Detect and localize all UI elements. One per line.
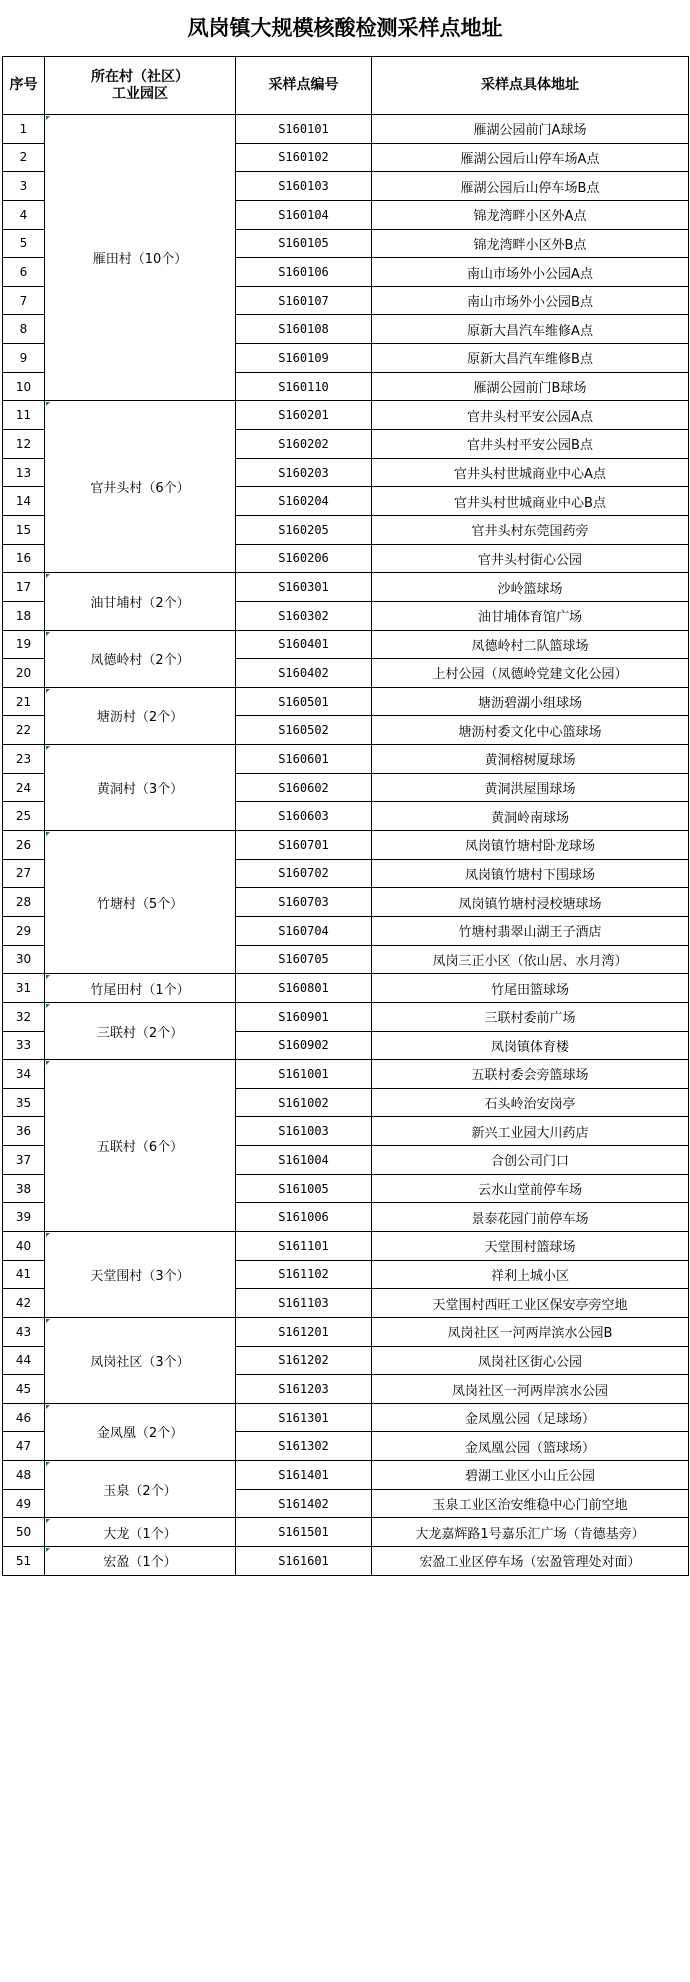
cell-village: 油甘埔村（2个） — [45, 573, 236, 630]
cell-address: 凤岗社区街心公园 — [372, 1346, 689, 1375]
cell-address: 凤岗镇竹塘村下围球场 — [372, 859, 689, 888]
cell-code: S160108 — [236, 315, 372, 344]
cell-address: 油甘埔体育馆广场 — [372, 601, 689, 630]
cell-seq: 22 — [3, 716, 45, 745]
cell-address: 天堂围村西旺工业区保安亭旁空地 — [372, 1289, 689, 1318]
cell-code: S161402 — [236, 1489, 372, 1518]
cell-address: 竹塘村翡翠山湖王子酒店 — [372, 916, 689, 945]
cell-address: 雁湖公园后山停车场A点 — [372, 143, 689, 172]
cell-village: 大龙（1个） — [45, 1518, 236, 1547]
cell-village: 竹尾田村（1个） — [45, 974, 236, 1003]
table-row — [3, 1002, 689, 1031]
cell-seq: 2 — [3, 143, 45, 172]
cell-code: S161203 — [236, 1375, 372, 1404]
cell-address: 玉泉工业区治安维稳中心门前空地 — [372, 1489, 689, 1518]
header-village — [45, 57, 236, 115]
cell-seq: 5 — [3, 229, 45, 258]
cell-code: S161302 — [236, 1432, 372, 1461]
cell-code: S161202 — [236, 1346, 372, 1375]
cell-address: 天堂围村篮球场 — [372, 1231, 689, 1260]
cell-seq: 27 — [3, 859, 45, 888]
cell-code: S161401 — [236, 1461, 372, 1490]
cell-code: S160703 — [236, 888, 372, 917]
cell-seq: 35 — [3, 1088, 45, 1117]
cell-village: 凤岗社区（3个） — [45, 1317, 236, 1403]
cell-address: 原新大昌汽车维修B点 — [372, 344, 689, 373]
cell-address: 官井头村东莞国药旁 — [372, 515, 689, 544]
page-title: 凤岗镇大规模核酸检测采样点地址 — [187, 15, 503, 40]
cell-seq: 41 — [3, 1260, 45, 1289]
header-address: 采样点具体地址 — [372, 57, 689, 115]
table-row — [3, 1060, 689, 1089]
cell-seq: 36 — [3, 1117, 45, 1146]
cell-address: 黄洞洪屋围球场 — [372, 773, 689, 802]
cell-code: S160302 — [236, 601, 372, 630]
cell-address: 云水山堂前停车场 — [372, 1174, 689, 1203]
cell-code: S160502 — [236, 716, 372, 745]
cell-seq: 39 — [3, 1203, 45, 1232]
table-row — [3, 831, 689, 860]
cell-seq: 48 — [3, 1461, 45, 1490]
cell-seq: 8 — [3, 315, 45, 344]
cell-village: 凤德岭村（2个） — [45, 630, 236, 687]
table-row — [3, 1403, 689, 1432]
cell-code: S160201 — [236, 401, 372, 430]
cell-seq: 37 — [3, 1146, 45, 1175]
cell-address: 合创公司门口 — [372, 1146, 689, 1175]
cell-address: 南山市场外小公园A点 — [372, 258, 689, 287]
cell-code: S160107 — [236, 286, 372, 315]
cell-address: 塘沥村委文化中心篮球场 — [372, 716, 689, 745]
cell-address: 石头岭治安岗亭 — [372, 1088, 689, 1117]
cell-code: S161103 — [236, 1289, 372, 1318]
cell-code: S160701 — [236, 831, 372, 860]
cell-code: S160204 — [236, 487, 372, 516]
cell-address: 碧湖工业区小山丘公园 — [372, 1461, 689, 1490]
cell-code: S160704 — [236, 916, 372, 945]
cell-code: S161005 — [236, 1174, 372, 1203]
cell-seq: 3 — [3, 172, 45, 201]
table-row — [3, 630, 689, 659]
cell-seq: 29 — [3, 916, 45, 945]
cell-address: 黄洞岭南球场 — [372, 802, 689, 831]
cell-village: 宏盈（1个） — [45, 1547, 236, 1576]
table-row — [3, 974, 689, 1003]
header-seq: 序号 — [3, 57, 45, 115]
cell-seq: 49 — [3, 1489, 45, 1518]
cell-village: 三联村（2个） — [45, 1002, 236, 1059]
cell-address: 上村公园（凤德岭党建文化公园） — [372, 659, 689, 688]
cell-code: S160202 — [236, 430, 372, 459]
cell-seq: 47 — [3, 1432, 45, 1461]
cell-code: S161102 — [236, 1260, 372, 1289]
cell-seq: 34 — [3, 1060, 45, 1089]
table-header-row — [3, 57, 689, 115]
cell-address: 原新大昌汽车维修A点 — [372, 315, 689, 344]
cell-village: 雁田村（10个） — [45, 115, 236, 401]
cell-code: S160205 — [236, 515, 372, 544]
cell-address: 祥利上城小区 — [372, 1260, 689, 1289]
cell-code: S160601 — [236, 745, 372, 774]
cell-seq: 42 — [3, 1289, 45, 1318]
cell-seq: 13 — [3, 458, 45, 487]
cell-seq: 51 — [3, 1547, 45, 1576]
cell-seq: 44 — [3, 1346, 45, 1375]
table-row — [3, 1317, 689, 1346]
cell-code: S161601 — [236, 1547, 372, 1576]
cell-address: 锦龙湾畔小区外B点 — [372, 229, 689, 258]
cell-seq: 19 — [3, 630, 45, 659]
table-body — [3, 115, 689, 1576]
cell-seq: 23 — [3, 745, 45, 774]
header-code: 采样点编号 — [236, 57, 372, 115]
table-row — [3, 1231, 689, 1260]
cell-address: 锦龙湾畔小区外A点 — [372, 200, 689, 229]
cell-address: 新兴工业园大川药店 — [372, 1117, 689, 1146]
cell-code: S160603 — [236, 802, 372, 831]
cell-code: S160203 — [236, 458, 372, 487]
cell-code: S160110 — [236, 372, 372, 401]
cell-code: S160402 — [236, 659, 372, 688]
cell-code: S161201 — [236, 1317, 372, 1346]
cell-seq: 11 — [3, 401, 45, 430]
cell-seq: 45 — [3, 1375, 45, 1404]
cell-seq: 7 — [3, 286, 45, 315]
cell-code: S161301 — [236, 1403, 372, 1432]
cell-address: 黄洞榕树厦球场 — [372, 745, 689, 774]
cell-address: 官井头村世城商业中心A点 — [372, 458, 689, 487]
cell-code: S161006 — [236, 1203, 372, 1232]
cell-seq: 40 — [3, 1231, 45, 1260]
cell-address: 宏盈工业区停车场（宏盈管理处对面） — [372, 1547, 689, 1576]
cell-seq: 25 — [3, 802, 45, 831]
cell-code: S160106 — [236, 258, 372, 287]
cell-seq: 43 — [3, 1317, 45, 1346]
table-row — [3, 1461, 689, 1490]
cell-code: S160901 — [236, 1002, 372, 1031]
cell-address: 凤岗镇体育楼 — [372, 1031, 689, 1060]
cell-address: 金凤凰公园（篮球场） — [372, 1432, 689, 1461]
cell-seq: 18 — [3, 601, 45, 630]
cell-address: 凤岗社区一河两岸滨水公园 — [372, 1375, 689, 1404]
cell-address: 五联村委会旁篮球场 — [372, 1060, 689, 1089]
cell-seq: 6 — [3, 258, 45, 287]
cell-address: 雁湖公园前门B球场 — [372, 372, 689, 401]
cell-code: S161101 — [236, 1231, 372, 1260]
header-village-line1: 所在村（社区） — [91, 68, 189, 85]
cell-code: S161002 — [236, 1088, 372, 1117]
cell-address: 景泰花园门前停车场 — [372, 1203, 689, 1232]
cell-seq: 31 — [3, 974, 45, 1003]
cell-seq: 17 — [3, 573, 45, 602]
cell-seq: 1 — [3, 115, 45, 144]
cell-code: S160101 — [236, 115, 372, 144]
cell-seq: 21 — [3, 687, 45, 716]
cell-village: 玉泉（2个） — [45, 1461, 236, 1518]
header-village-line2: 工业园区 — [112, 85, 168, 102]
cell-address: 南山市场外小公园B点 — [372, 286, 689, 315]
cell-address: 凤岗镇竹塘村浸校塘球场 — [372, 888, 689, 917]
cell-seq: 38 — [3, 1174, 45, 1203]
cell-village: 五联村（6个） — [45, 1060, 236, 1232]
cell-address: 凤德岭村二队篮球场 — [372, 630, 689, 659]
cell-address: 官井头村平安公园A点 — [372, 401, 689, 430]
cell-code: S160301 — [236, 573, 372, 602]
cell-code: S160702 — [236, 859, 372, 888]
table-row — [3, 115, 689, 144]
table-row — [3, 1547, 689, 1576]
cell-village: 官井头村（6个） — [45, 401, 236, 573]
cell-address: 凤岗镇竹塘村卧龙球场 — [372, 831, 689, 860]
cell-address: 雁湖公园前门A球场 — [372, 115, 689, 144]
cell-seq: 9 — [3, 344, 45, 373]
cell-code: S160602 — [236, 773, 372, 802]
cell-address: 凤岗三正小区（依山居、水月湾） — [372, 945, 689, 974]
table-row — [3, 745, 689, 774]
cell-seq: 30 — [3, 945, 45, 974]
cell-code: S161003 — [236, 1117, 372, 1146]
cell-seq: 33 — [3, 1031, 45, 1060]
cell-seq: 50 — [3, 1518, 45, 1547]
cell-code: S160102 — [236, 143, 372, 172]
table-row — [3, 687, 689, 716]
cell-code: S160206 — [236, 544, 372, 573]
cell-code: S161001 — [236, 1060, 372, 1089]
cell-village: 天堂围村（3个） — [45, 1231, 236, 1317]
cell-address: 官井头村街心公园 — [372, 544, 689, 573]
cell-code: S160501 — [236, 687, 372, 716]
cell-code: S160801 — [236, 974, 372, 1003]
cell-seq: 28 — [3, 888, 45, 917]
sampling-points-table — [2, 56, 689, 1576]
table-row — [3, 1518, 689, 1547]
cell-address: 沙岭篮球场 — [372, 573, 689, 602]
cell-seq: 32 — [3, 1002, 45, 1031]
cell-code: S161004 — [236, 1146, 372, 1175]
cell-code: S160705 — [236, 945, 372, 974]
cell-seq: 12 — [3, 430, 45, 459]
cell-address: 金凤凰公园（足球场） — [372, 1403, 689, 1432]
cell-village: 黄洞村（3个） — [45, 745, 236, 831]
cell-village: 塘沥村（2个） — [45, 687, 236, 744]
cell-village: 竹塘村（5个） — [45, 831, 236, 974]
table-row — [3, 573, 689, 602]
cell-seq: 15 — [3, 515, 45, 544]
cell-code: S160104 — [236, 200, 372, 229]
cell-code: S160105 — [236, 229, 372, 258]
cell-code: S160103 — [236, 172, 372, 201]
cell-seq: 46 — [3, 1403, 45, 1432]
cell-seq: 10 — [3, 372, 45, 401]
cell-address: 竹尾田篮球场 — [372, 974, 689, 1003]
cell-seq: 4 — [3, 200, 45, 229]
cell-code: S161501 — [236, 1518, 372, 1547]
cell-seq: 16 — [3, 544, 45, 573]
cell-village: 金凤凰（2个） — [45, 1403, 236, 1460]
cell-address: 雁湖公园后山停车场B点 — [372, 172, 689, 201]
cell-code: S160401 — [236, 630, 372, 659]
cell-seq: 24 — [3, 773, 45, 802]
cell-address: 凤岗社区一河两岸滨水公园B — [372, 1317, 689, 1346]
cell-address: 三联村委前广场 — [372, 1002, 689, 1031]
cell-address: 官井头村世城商业中心B点 — [372, 487, 689, 516]
table-row — [3, 401, 689, 430]
cell-address: 大龙嘉辉路1号嘉乐汇广场（肯德基旁） — [372, 1518, 689, 1547]
cell-code: S160902 — [236, 1031, 372, 1060]
cell-seq: 20 — [3, 659, 45, 688]
cell-seq: 14 — [3, 487, 45, 516]
cell-address: 官井头村平安公园B点 — [372, 430, 689, 459]
cell-code: S160109 — [236, 344, 372, 373]
cell-seq: 26 — [3, 831, 45, 860]
cell-address: 塘沥碧湖小组球场 — [372, 687, 689, 716]
